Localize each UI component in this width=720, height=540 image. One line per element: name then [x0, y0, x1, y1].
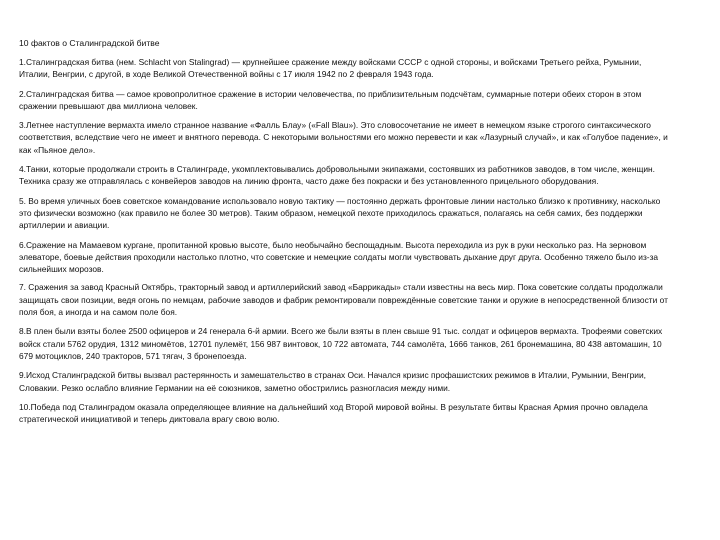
fact-7: 7. Сражения за завод Красный Октябрь, тракторный завод и артиллерийский завод «Баррикады» стали известны на весь мир. Пока советские солдаты продолжали защищать свои позиции, ведя огонь по немцам, рабочие заводов и фабрик ремонтировали повреждённые советские танки и оружие в непосредственной близости от поля боя, а иногда и на самом поле боя.: [19, 282, 668, 318]
fact-8: 8.В плен были взяты более 2500 офицеров и 24 генерала 6-й армии. Всего же были взяты в плен свыше 91 тыс. солдат и офицеров вермахта. Трофеями советских войск стали 5762 орудия, 1312 миномётов, 12701 пулемёт, 156 987 винтовок, 10 722 автомата, 744 самолёта, 1666 танков, 261 бронемашина, 80 438 автомашин, 10 679 мотоциклов, 240 тракторов, 571 тягач, 3 бронепоезда.: [19, 326, 663, 361]
fact-2: 2.Сталинградская битва — самое кровопролитное сражение в истории человечества, по приблизительным подсчётам, суммарные потери обеих сторон в этом сражении превышают два миллиона человек.: [19, 88, 642, 111]
fact-10: 10.Победа под Сталинградом оказала определяющее влияние на дальнейший ход Второй мировой войны. В результате битвы Красная Армия прочно овладела стратегической инициативой и теперь диктовала врагу свою волю.: [19, 401, 648, 425]
fact-5: 5. Во время уличных боев советское командование использовало новую тактику — постоянно держать фронтовые линии настолько близко к противнику, насколько это физически возможно (как правило не более 30 метров). Таким образом, немецкой пехоте приходилось сражаться, полагаясь на себя самих, без поддержки артиллерии и авиации.: [19, 195, 661, 231]
fact-9: 9.Исход Сталинградской битвы вызвал растерянность и замешательство в странах Оси. Начался кризис профашистских режимов в Италии, Румынии, Венгрии, Словакии. Резко ослабло влияние Германии на её союзников, заметно обострились разногласия между ними.: [19, 370, 646, 393]
fact-1: 1.Сталинградская битва (нем. Schlacht von Stalingrad) — крупнейшее сражение между войсками СССР с одной стороны, и войсками Третьего рейха, Румынии, Италии, Венгрии, с другой, в ходе Великой Отечественной войны с 17 июля 1942 по 2 февраля 1943 года.: [19, 57, 642, 80]
document-title: 10 фактов о Сталинградской битве: [19, 38, 160, 48]
fact-6: 6.Сражение на Мамаевом кургане, пропитанной кровью высоте, было необычайно беспощадным. Высота переходила из рук в руки несколько раз. На зерновом элеваторе, боевые действия проходили настолько плотно, что советские и немецкие солдаты могли чувствовать дыхание друг друга. Особенно тяжело было из-за сильнейших морозов.: [19, 239, 659, 275]
fact-4: 4.Танки, которые продолжали строить в Сталинграде, укомплектовывались добровольными экипажами, состоявших из работников заводов, в том числе, женщин. Техника сразу же отправлялась с конвейеров заводов на линию фронта, часто даже без покраски и без установленного прицельного оборудования.: [19, 164, 655, 187]
fact-3: 3.Летнее наступление вермахта имело странное название «Фалль Блау» («Fall Blau»). Это словосочетание не имеет в немецком языке строгого синтаксического соответствия, вследствие чего не имеет и внятного перевода. С некоторыми вольностями его можно перевести и как «Лазурный случай», и как «Голубое падение», и как «Пьяное дело».: [19, 120, 668, 155]
document: [19, 38, 669, 432]
